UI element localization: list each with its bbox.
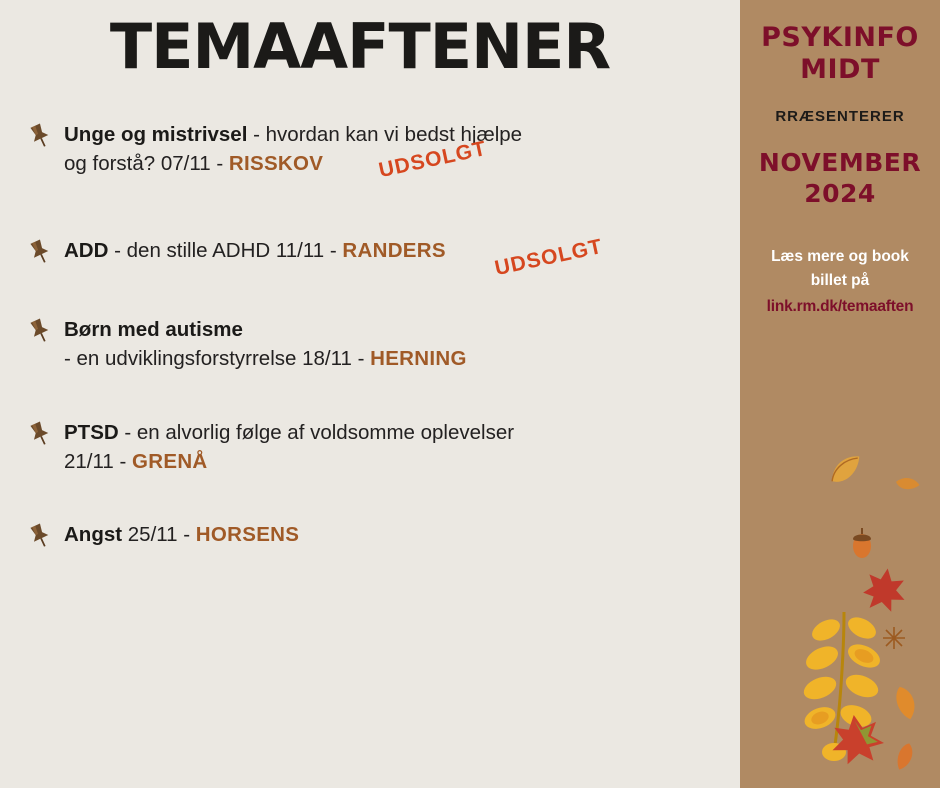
- brand-line-2: MIDT: [800, 53, 880, 85]
- event-place: RISSKOV: [228, 152, 324, 176]
- event-text: [64, 418, 514, 476]
- event-desc-2: 21/11 -: [64, 449, 132, 473]
- month-line-1: NOVEMBER: [758, 147, 922, 177]
- sidebar: [740, 0, 940, 788]
- event-desc-2: og forstå? 07/11 -: [64, 152, 229, 176]
- event-title: Børn med autisme: [64, 318, 243, 342]
- list-item: [26, 120, 740, 183]
- event-place: RANDERS: [342, 239, 446, 263]
- event-place: GRENÅ: [132, 449, 208, 473]
- event-text: [64, 315, 467, 373]
- event-title: Angst: [64, 522, 123, 546]
- presents-label: RRÆSENTERER: [775, 107, 905, 125]
- event-list: [0, 120, 740, 549]
- booking-link[interactable]: link.rm.dk/temaaften: [766, 298, 914, 316]
- booking-line-2: billet på: [810, 272, 870, 290]
- month-line-2: 2024: [804, 178, 876, 208]
- month-label: [748, 147, 932, 210]
- event-title: PTSD: [64, 420, 119, 444]
- event-desc-1: - den stille ADHD 11/11 -: [108, 239, 343, 263]
- status-badge: UDSOLGT: [376, 136, 489, 183]
- booking-info: [748, 245, 932, 319]
- list-item: [26, 418, 740, 476]
- pushpin-icon: [26, 317, 54, 345]
- event-place: HERNING: [370, 347, 467, 371]
- event-place: HORSENS: [195, 522, 300, 546]
- event-desc-1: - hvordan kan vi bedst hjælpe: [247, 123, 523, 146]
- pushpin-icon: [26, 122, 54, 150]
- event-title: Unge og mistrivsel: [64, 123, 248, 146]
- event-desc-1: - en alvorlig følge af voldsomme oplevelser: [118, 420, 515, 444]
- booking-line-1: Læs mere og book: [771, 248, 909, 266]
- pushpin-icon: [26, 522, 54, 550]
- event-title: ADD: [64, 239, 109, 263]
- pushpin-icon: [26, 420, 54, 448]
- event-desc-1: 25/11 -: [122, 522, 196, 546]
- page-title: TEMAAFTENER: [109, 10, 611, 83]
- event-text: [64, 236, 446, 265]
- list-item: [26, 520, 740, 549]
- brand-name: [748, 22, 932, 86]
- event-desc-2: - en udviklingsforstyrrelse 18/11 -: [64, 347, 371, 371]
- pushpin-icon: [26, 238, 54, 266]
- list-item: [26, 315, 740, 373]
- brand-line-1: PSYKINFO: [761, 22, 919, 53]
- list-item: [26, 235, 740, 281]
- status-badge: UDSOLGT: [492, 235, 605, 281]
- event-text: [64, 520, 299, 549]
